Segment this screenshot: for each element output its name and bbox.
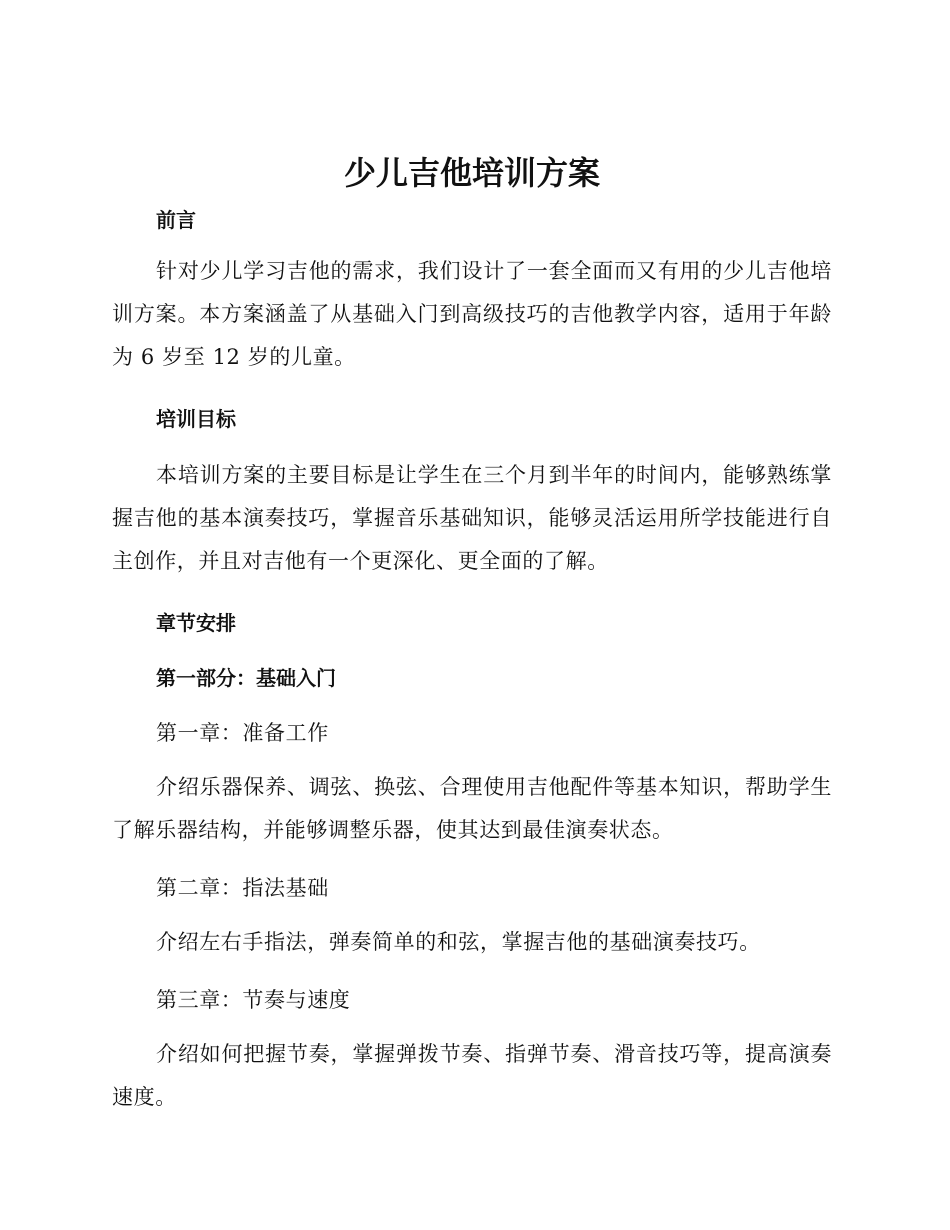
preface-paragraph: 针对少儿学习吉他的需求，我们设计了一套全面而又有用的少儿吉他培训方案。本方案涵盖了从基础入门到高级技巧的吉他教学内容，适用于年龄为 6 岁至 12 岁的儿童。 <box>112 259 832 369</box>
chapter1-paragraph: 介绍乐器保养、调弦、换弦、合理使用吉他配件等基本知识，帮助学生了解乐器结构，并能够调整乐器，使其达到最佳演奏状态。 <box>112 775 832 842</box>
goal-paragraph: 本培训方案的主要目标是让学生在三个月到半年的时间内，能够熟练掌握吉他的基本演奏技巧，掌握音乐基础知识，能够灵活运用所学技能进行自主创作，并且对吉他有一个更深化、更全面的了解。 <box>112 463 832 573</box>
part1-heading: 第一部分：基础入门 <box>156 666 336 690</box>
section-heading-goal: 培训目标 <box>156 407 236 431</box>
chapter2-title: 第二章：指法基础 <box>156 876 329 900</box>
chapter2-paragraph: 介绍左右手指法，弹奏简单的和弦，掌握吉他的基础演奏技巧。 <box>156 930 761 954</box>
chapter3-paragraph: 介绍如何把握节奏，掌握弹拨节奏、指弹节奏、滑音技巧等，提高演奏速度。 <box>112 1042 832 1109</box>
document-title: 少儿吉他培训方案 <box>343 154 600 192</box>
chapter1-title: 第一章：准备工作 <box>156 721 329 745</box>
section-heading-preface: 前言 <box>156 208 196 232</box>
document-body <box>112 145 832 1119</box>
section-heading-schedule: 章节安排 <box>156 611 236 635</box>
chapter3-title: 第三章：节奏与速度 <box>156 988 351 1012</box>
